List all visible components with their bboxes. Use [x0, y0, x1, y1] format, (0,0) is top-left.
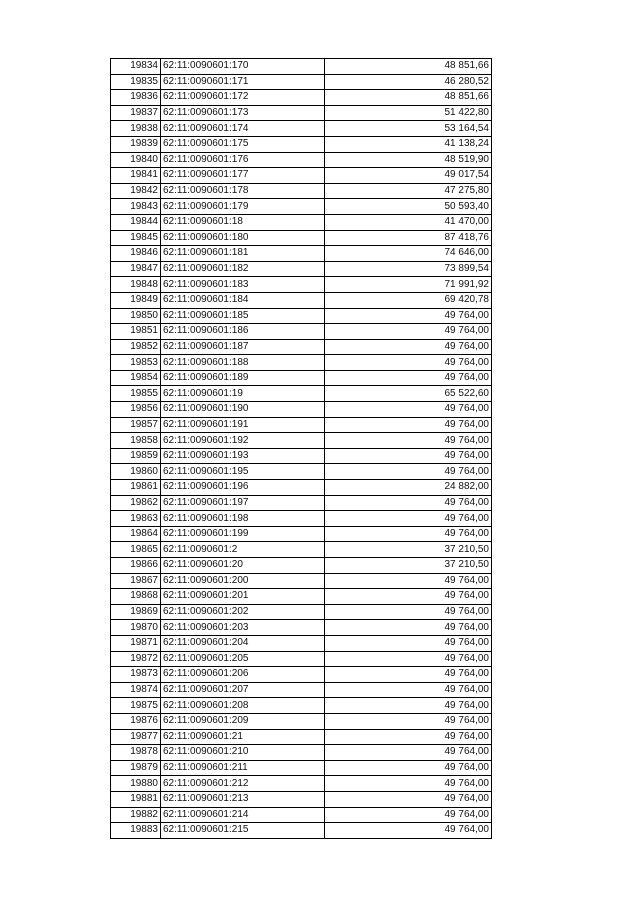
row-number-cell: 19860 — [111, 464, 161, 480]
row-number-cell: 19847 — [111, 261, 161, 277]
cadastral-number-cell: 62:11:0090601:182 — [161, 261, 325, 277]
cadastral-value-cell: 71 991,92 — [325, 277, 492, 293]
cadastral-number-cell: 62:11:0090601:186 — [161, 324, 325, 340]
row-number-cell: 19862 — [111, 495, 161, 511]
row-number-cell: 19854 — [111, 370, 161, 386]
table-row — [111, 651, 492, 667]
cadastral-number-cell: 62:11:0090601:203 — [161, 620, 325, 636]
cadastral-number-cell: 62:11:0090601:183 — [161, 277, 325, 293]
row-number-cell: 19880 — [111, 776, 161, 792]
row-number-cell: 19878 — [111, 745, 161, 761]
table-row — [111, 59, 492, 75]
table-row — [111, 760, 492, 776]
row-number-cell: 19840 — [111, 152, 161, 168]
row-number-cell: 19844 — [111, 214, 161, 230]
row-number-cell: 19879 — [111, 760, 161, 776]
table-row — [111, 698, 492, 714]
row-number-cell: 19842 — [111, 183, 161, 199]
row-number-cell: 19881 — [111, 791, 161, 807]
row-number-cell: 19874 — [111, 682, 161, 698]
table-row — [111, 105, 492, 121]
cadastral-value-cell: 87 418,76 — [325, 230, 492, 246]
cadastral-value-cell: 49 764,00 — [325, 324, 492, 340]
cadastral-value-cell: 49 764,00 — [325, 355, 492, 371]
cadastral-number-cell: 62:11:0090601:204 — [161, 635, 325, 651]
row-number-cell: 19858 — [111, 433, 161, 449]
table-row — [111, 433, 492, 449]
cadastral-value-cell: 49 764,00 — [325, 308, 492, 324]
cadastral-value-cell: 49 764,00 — [325, 402, 492, 418]
table-row — [111, 324, 492, 340]
cadastral-number-cell: 62:11:0090601:211 — [161, 760, 325, 776]
cadastral-value-cell: 49 764,00 — [325, 511, 492, 527]
cadastral-number-cell: 62:11:0090601:197 — [161, 495, 325, 511]
cadastral-value-cell: 49 764,00 — [325, 370, 492, 386]
cadastral-number-cell: 62:11:0090601:2 — [161, 542, 325, 558]
cadastral-number-cell: 62:11:0090601:21 — [161, 729, 325, 745]
cadastral-number-cell: 62:11:0090601:195 — [161, 464, 325, 480]
cadastral-value-cell: 24 882,00 — [325, 480, 492, 496]
table-row — [111, 74, 492, 90]
table-row — [111, 667, 492, 683]
table-row — [111, 542, 492, 558]
cadastral-number-cell: 62:11:0090601:207 — [161, 682, 325, 698]
cadastral-value-cell: 53 164,54 — [325, 121, 492, 137]
cadastral-value-cell: 49 764,00 — [325, 448, 492, 464]
table-row — [111, 261, 492, 277]
cadastral-number-cell: 62:11:0090601:191 — [161, 417, 325, 433]
cadastral-value-cell: 49 764,00 — [325, 495, 492, 511]
cadastral-number-cell: 62:11:0090601:189 — [161, 370, 325, 386]
table-row — [111, 90, 492, 106]
row-number-cell: 19882 — [111, 807, 161, 823]
table-row — [111, 480, 492, 496]
table-row — [111, 292, 492, 308]
row-number-cell: 19859 — [111, 448, 161, 464]
table-row — [111, 214, 492, 230]
cadastral-number-cell: 62:11:0090601:184 — [161, 292, 325, 308]
cadastral-number-cell: 62:11:0090601:181 — [161, 246, 325, 262]
row-number-cell: 19838 — [111, 121, 161, 137]
row-number-cell: 19876 — [111, 713, 161, 729]
table-row — [111, 136, 492, 152]
table-row — [111, 682, 492, 698]
table-row — [111, 448, 492, 464]
cadastral-value-cell: 73 899,54 — [325, 261, 492, 277]
table-row — [111, 402, 492, 418]
table-row — [111, 152, 492, 168]
table-row — [111, 339, 492, 355]
cadastral-number-cell: 62:11:0090601:187 — [161, 339, 325, 355]
row-number-cell: 19875 — [111, 698, 161, 714]
table-row — [111, 121, 492, 137]
cadastral-value-cell: 49 764,00 — [325, 698, 492, 714]
table-row — [111, 199, 492, 215]
cadastral-value-cell: 49 764,00 — [325, 729, 492, 745]
table-row — [111, 417, 492, 433]
cadastral-number-cell: 62:11:0090601:206 — [161, 667, 325, 683]
table-row — [111, 370, 492, 386]
row-number-cell: 19846 — [111, 246, 161, 262]
row-number-cell: 19855 — [111, 386, 161, 402]
cadastral-value-cell: 49 764,00 — [325, 745, 492, 761]
table-row — [111, 776, 492, 792]
cadastral-value-cell: 46 280,52 — [325, 74, 492, 90]
table-row — [111, 604, 492, 620]
cadastral-number-cell: 62:11:0090601:209 — [161, 713, 325, 729]
cadastral-value-cell: 49 764,00 — [325, 589, 492, 605]
row-number-cell: 19843 — [111, 199, 161, 215]
cadastral-number-cell: 62:11:0090601:174 — [161, 121, 325, 137]
row-number-cell: 19850 — [111, 308, 161, 324]
cadastral-value-cell: 49 764,00 — [325, 433, 492, 449]
cadastral-number-cell: 62:11:0090601:171 — [161, 74, 325, 90]
cadastral-value-cell: 47 275,80 — [325, 183, 492, 199]
row-number-cell: 19853 — [111, 355, 161, 371]
row-number-cell: 19841 — [111, 168, 161, 184]
table-row — [111, 464, 492, 480]
row-number-cell: 19839 — [111, 136, 161, 152]
cadastral-number-cell: 62:11:0090601:201 — [161, 589, 325, 605]
cadastral-value-cell: 49 764,00 — [325, 713, 492, 729]
cadastral-number-cell: 62:11:0090601:185 — [161, 308, 325, 324]
cadastral-value-cell: 49 764,00 — [325, 682, 492, 698]
cadastral-value-cell: 49 764,00 — [325, 667, 492, 683]
cadastral-value-cell: 49 764,00 — [325, 620, 492, 636]
table-row — [111, 230, 492, 246]
row-number-cell: 19837 — [111, 105, 161, 121]
cadastral-number-cell: 62:11:0090601:179 — [161, 199, 325, 215]
cadastral-number-cell: 62:11:0090601:188 — [161, 355, 325, 371]
cadastral-value-cell: 48 851,66 — [325, 90, 492, 106]
cadastral-number-cell: 62:11:0090601:192 — [161, 433, 325, 449]
cadastral-number-cell: 62:11:0090601:214 — [161, 807, 325, 823]
cadastral-value-cell: 49 764,00 — [325, 760, 492, 776]
cadastral-value-table — [110, 58, 492, 839]
cadastral-number-cell: 62:11:0090601:202 — [161, 604, 325, 620]
cadastral-value-cell: 48 519,90 — [325, 152, 492, 168]
cadastral-value-cell: 49 764,00 — [325, 807, 492, 823]
row-number-cell: 19864 — [111, 526, 161, 542]
cadastral-number-cell: 62:11:0090601:213 — [161, 791, 325, 807]
cadastral-number-cell: 62:11:0090601:198 — [161, 511, 325, 527]
table-row — [111, 526, 492, 542]
cadastral-value-cell: 37 210,50 — [325, 542, 492, 558]
table-row — [111, 713, 492, 729]
table-row — [111, 745, 492, 761]
row-number-cell: 19851 — [111, 324, 161, 340]
cadastral-number-cell: 62:11:0090601:177 — [161, 168, 325, 184]
cadastral-value-cell: 50 593,40 — [325, 199, 492, 215]
cadastral-value-cell: 49 764,00 — [325, 651, 492, 667]
cadastral-number-cell: 62:11:0090601:173 — [161, 105, 325, 121]
table-row — [111, 495, 492, 511]
cadastral-value-cell: 49 764,00 — [325, 604, 492, 620]
row-number-cell: 19861 — [111, 480, 161, 496]
cadastral-number-cell: 62:11:0090601:176 — [161, 152, 325, 168]
row-number-cell: 19865 — [111, 542, 161, 558]
cadastral-number-cell: 62:11:0090601:170 — [161, 59, 325, 75]
row-number-cell: 19849 — [111, 292, 161, 308]
table-row — [111, 183, 492, 199]
table-row — [111, 246, 492, 262]
row-number-cell: 19834 — [111, 59, 161, 75]
row-number-cell: 19873 — [111, 667, 161, 683]
table-row — [111, 277, 492, 293]
table-row — [111, 807, 492, 823]
table-row — [111, 823, 492, 839]
row-number-cell: 19848 — [111, 277, 161, 293]
cadastral-number-cell: 62:11:0090601:208 — [161, 698, 325, 714]
cadastral-value-cell: 49 764,00 — [325, 573, 492, 589]
table-row — [111, 589, 492, 605]
row-number-cell: 19870 — [111, 620, 161, 636]
cadastral-number-cell: 62:11:0090601:180 — [161, 230, 325, 246]
cadastral-value-cell: 49 764,00 — [325, 464, 492, 480]
cadastral-value-cell: 74 646,00 — [325, 246, 492, 262]
cadastral-value-cell: 41 138,24 — [325, 136, 492, 152]
cadastral-value-cell: 49 764,00 — [325, 823, 492, 839]
table-row — [111, 729, 492, 745]
table-row — [111, 355, 492, 371]
cadastral-number-cell: 62:11:0090601:212 — [161, 776, 325, 792]
row-number-cell: 19872 — [111, 651, 161, 667]
cadastral-value-cell: 49 764,00 — [325, 791, 492, 807]
row-number-cell: 19836 — [111, 90, 161, 106]
cadastral-number-cell: 62:11:0090601:175 — [161, 136, 325, 152]
row-number-cell: 19883 — [111, 823, 161, 839]
table-row — [111, 791, 492, 807]
cadastral-value-cell: 51 422,80 — [325, 105, 492, 121]
cadastral-value-cell: 48 851,66 — [325, 59, 492, 75]
cadastral-number-cell: 62:11:0090601:215 — [161, 823, 325, 839]
table-row — [111, 511, 492, 527]
row-number-cell: 19867 — [111, 573, 161, 589]
table-row — [111, 635, 492, 651]
cadastral-value-cell: 49 764,00 — [325, 776, 492, 792]
row-number-cell: 19871 — [111, 635, 161, 651]
cadastral-value-cell: 49 764,00 — [325, 339, 492, 355]
cadastral-number-cell: 62:11:0090601:200 — [161, 573, 325, 589]
table-row — [111, 168, 492, 184]
table-row — [111, 558, 492, 574]
row-number-cell: 19863 — [111, 511, 161, 527]
row-number-cell: 19857 — [111, 417, 161, 433]
cadastral-number-cell: 62:11:0090601:18 — [161, 214, 325, 230]
cadastral-number-cell: 62:11:0090601:210 — [161, 745, 325, 761]
table-body — [111, 59, 492, 839]
row-number-cell: 19866 — [111, 558, 161, 574]
table-row — [111, 620, 492, 636]
row-number-cell: 19845 — [111, 230, 161, 246]
cadastral-value-cell: 41 470,00 — [325, 214, 492, 230]
row-number-cell: 19868 — [111, 589, 161, 605]
cadastral-value-cell: 69 420,78 — [325, 292, 492, 308]
cadastral-number-cell: 62:11:0090601:196 — [161, 480, 325, 496]
cadastral-number-cell: 62:11:0090601:19 — [161, 386, 325, 402]
cadastral-number-cell: 62:11:0090601:193 — [161, 448, 325, 464]
row-number-cell: 19856 — [111, 402, 161, 418]
cadastral-number-cell: 62:11:0090601:205 — [161, 651, 325, 667]
cadastral-value-cell: 49 764,00 — [325, 635, 492, 651]
table-row — [111, 308, 492, 324]
cadastral-value-cell: 49 764,00 — [325, 417, 492, 433]
row-number-cell: 19835 — [111, 74, 161, 90]
row-number-cell: 19869 — [111, 604, 161, 620]
cadastral-number-cell: 62:11:0090601:190 — [161, 402, 325, 418]
cadastral-number-cell: 62:11:0090601:199 — [161, 526, 325, 542]
cadastral-value-cell: 49 764,00 — [325, 526, 492, 542]
table-row — [111, 386, 492, 402]
cadastral-value-cell: 37 210,50 — [325, 558, 492, 574]
row-number-cell: 19852 — [111, 339, 161, 355]
cadastral-value-cell: 49 017,54 — [325, 168, 492, 184]
row-number-cell: 19877 — [111, 729, 161, 745]
cadastral-number-cell: 62:11:0090601:172 — [161, 90, 325, 106]
table-row — [111, 573, 492, 589]
cadastral-number-cell: 62:11:0090601:178 — [161, 183, 325, 199]
cadastral-value-cell: 65 522,60 — [325, 386, 492, 402]
cadastral-number-cell: 62:11:0090601:20 — [161, 558, 325, 574]
